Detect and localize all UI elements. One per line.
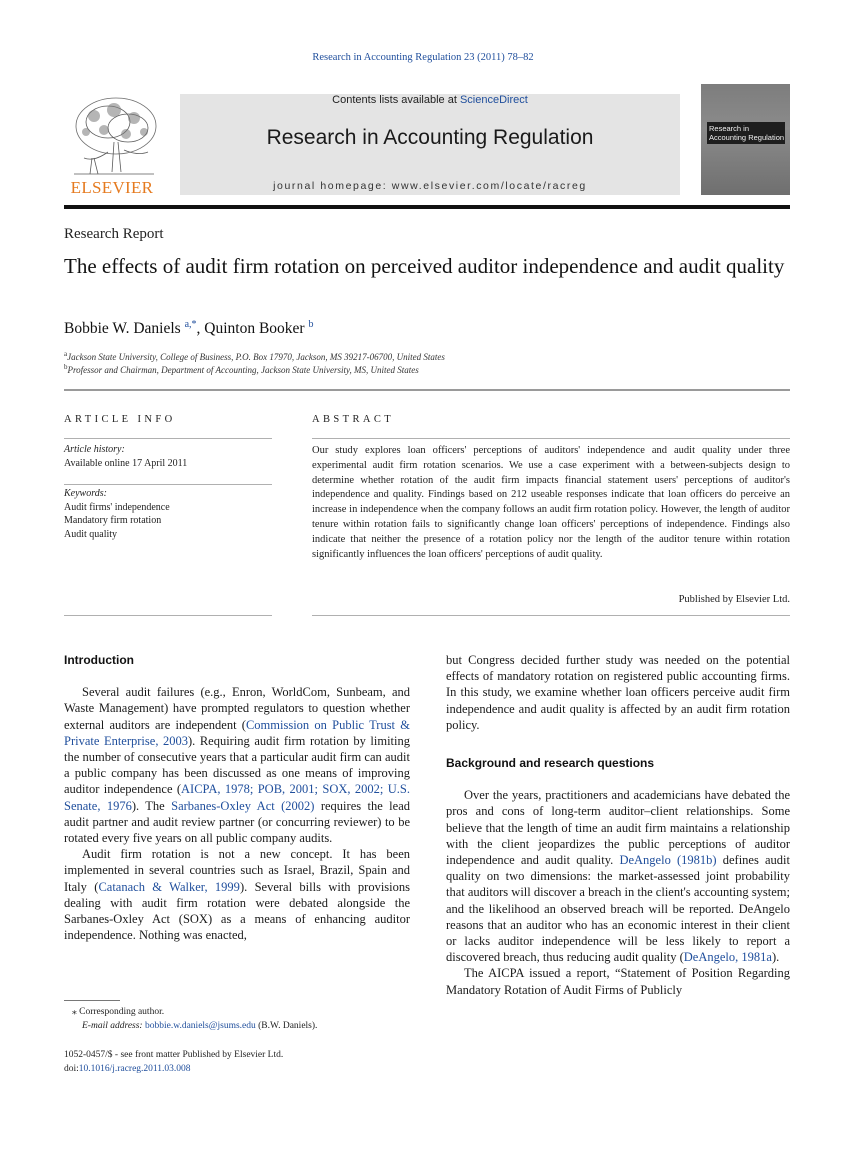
journal-reference[interactable]	[0, 52, 846, 63]
front-matter-info	[64, 1048, 410, 1076]
keyword: Audit quality	[64, 528, 118, 540]
contents-availability	[180, 94, 680, 106]
history-label: Article history:	[64, 444, 125, 455]
citation-link[interactable]: DeAngelo, 1981a	[683, 950, 772, 965]
author-list	[64, 319, 313, 338]
article-type: Research Report	[64, 226, 164, 242]
citation-link[interactable]: DeAngelo (1981b)	[619, 853, 717, 868]
author-affiliation-marker[interactable]: b	[308, 319, 314, 330]
author-affiliation-marker[interactable]: a,*	[184, 319, 197, 330]
abstract-divider	[312, 438, 790, 439]
affiliation-marker: b	[64, 363, 68, 371]
affiliation-a	[64, 350, 445, 362]
info-divider	[64, 438, 272, 439]
paragraph: Over the years, practitioners and academicians have debated the pros and cons of long-term auditor–client relationships. Some believe that the length of time an audit firm maintains a relationship with the client jeopardizes the public perceptions of auditor independence and audit quality. DeAngelo (1981b) defines audit quality on two dimensions: the market-assessed joint probability that auditors will discover a breach in the client's accounting system; and the likelihood an observed breach will be reported. DeAngelo reasons that an auditor who has an economic interest in their client or lacks auditor independence will be less likely to report a discovered breach, thus reducing audit quality (DeAngelo, 1981a).	[446, 788, 790, 965]
journal-cover-title: Research in Accounting Regulation	[709, 124, 785, 142]
citation-link[interactable]: Sarbanes-Oxley Act (2002)	[171, 798, 315, 813]
history-value: Available online 17 April 2011	[64, 457, 188, 469]
affiliation-marker: a	[64, 350, 68, 358]
keyword: Audit firms' independence	[64, 501, 170, 513]
paragraph: Several audit failures (e.g., Enron, WorldCom, Sunbeam, and Waste Management) have prompted regulators to question whether external auditors are independent (Commission on Public Trust & Private Enterprise, 2003). Requiring audit firm rotation by limiting the number of consecutive years that a particular audit firm can audit a public company has been discussed as one means of improving auditor independence (AICPA, 1978; POB, 2001; SOX, 2002; U.S. Senate, 1976). The Sarbanes-Oxley Act (2002) requires the lead audit partner and audit review partner (or concurring reviewer) to be rotated every five years on all public company audits.	[64, 685, 410, 846]
abstract-publisher: Published by Elsevier Ltd.	[678, 594, 790, 605]
header-divider	[64, 205, 790, 209]
paragraph: Audit firm rotation is not a new concept. It has been implemented in several countries such as Israel, Brazil, Spain and Italy (Catanach & Walker, 1999). Several bills with provisions dealing with audit firm rotation were debated alongside the Sarbanes-Oxley Act (SOX) as a means of enhancing auditor independence. Nothing was enacted,	[64, 847, 410, 943]
article-title: The effects of audit firm rotation on perceived auditor independence and audit quality	[64, 254, 785, 278]
corresponding-author-note: ⁎ Corresponding author.	[72, 1007, 165, 1017]
body-right-column	[446, 652, 790, 998]
affiliation-text: Jackson State University, College of Business, P.O. Box 17970, Jackson, MS 39217-06700, United States	[67, 352, 445, 362]
footnote-divider	[64, 1000, 120, 1001]
abstract-text: Our study explores loan officers' perceptions of auditors' independence and audit quality under three experimental audit firm rotation scenarios. We use a case experiment with a between-subjects design to determine whether rotation of the audit firm impacts financial statement users' perceptions of auditor's independence and quality. Findings based on 212 useable responses indicate that loan officers do perceive an increase in independence when the company follows an audit firm rotation policy. However, the length of auditor tenure within rotation fails to significantly change loan officers' perceptions of independence. Findings also indicate that neither the presence of a rotation policy nor the length of the auditor tenure within rotation significantly influences the loan officers' perceptions of audit quality.	[312, 445, 790, 560]
paragraph: The AICPA issued a report, “Statement of Position Regarding Mandatory Rotation of Audit Firms of Publicly	[446, 966, 790, 997]
contents-prefix: Contents lists available at	[332, 94, 460, 106]
affiliations-divider	[64, 389, 790, 391]
journal-homepage[interactable]: journal homepage: www.elsevier.com/locate/racreg	[273, 180, 587, 192]
affiliation-text: Professor and Chairman, Department of Accounting, Jackson State University, MS, United States	[67, 365, 419, 375]
article-history	[64, 443, 272, 470]
abstract-divider	[312, 615, 790, 616]
footnote-corresponding: ⁎ Corresponding author. E-mail address: bobbie.w.daniels@jsums.edu (B.W. Daniels).	[72, 1005, 412, 1033]
author-separator: ,	[196, 320, 205, 337]
author-name[interactable]: Bobbie W. Daniels	[64, 320, 181, 337]
journal-reference-link[interactable]: Research in Accounting Regulation 23 (2011) 78–82	[312, 52, 534, 63]
citation-link[interactable]: Catanach & Walker, 1999	[98, 879, 240, 894]
paragraph: but Congress decided further study was needed on the potential effects of mandatory rotation on registered public accounting firms. In this study, we examine whether loan officers perceive audit firm independence and audit quality is affected by an audit firm rotation policy.	[446, 653, 790, 732]
keywords-label: Keywords:	[64, 488, 107, 499]
info-divider	[64, 615, 272, 616]
doi-label: doi:	[64, 1064, 79, 1074]
issn-line: 1052-0457/$ - see front matter Published by Elsevier Ltd.	[64, 1050, 284, 1060]
sciencedirect-link[interactable]: ScienceDirect	[459, 94, 528, 106]
elsevier-wordmark: ELSEVIER	[70, 178, 154, 197]
section-heading-background: Background and research questions	[446, 756, 655, 771]
abstract-heading: ABSTRACT	[312, 414, 395, 425]
info-divider	[64, 484, 272, 485]
doi-link[interactable]: 10.1016/j.racreg.2011.03.008	[78, 1064, 191, 1074]
email-label: E-mail address:	[82, 1021, 145, 1031]
author-email-link[interactable]: bobbie.w.daniels@jsums.edu	[144, 1021, 256, 1031]
journal-title: Research in Accounting Regulation	[266, 126, 594, 149]
affiliation-b	[64, 363, 419, 375]
body-left-column	[64, 652, 410, 943]
keyword: Mandatory firm rotation	[64, 515, 162, 526]
section-heading-introduction: Introduction	[64, 653, 134, 667]
keywords-block	[64, 487, 272, 541]
citation-link[interactable]: Commission on Public Trust & Private Enterprise, 2003	[64, 717, 410, 748]
citation-link[interactable]: AICPA, 1978; POB, 2001; SOX, 2002; U.S. Senate, 1976	[64, 782, 410, 813]
author-name[interactable]: Quinton Booker	[204, 320, 305, 337]
article-info-heading: ARTICLE INFO	[64, 414, 176, 425]
